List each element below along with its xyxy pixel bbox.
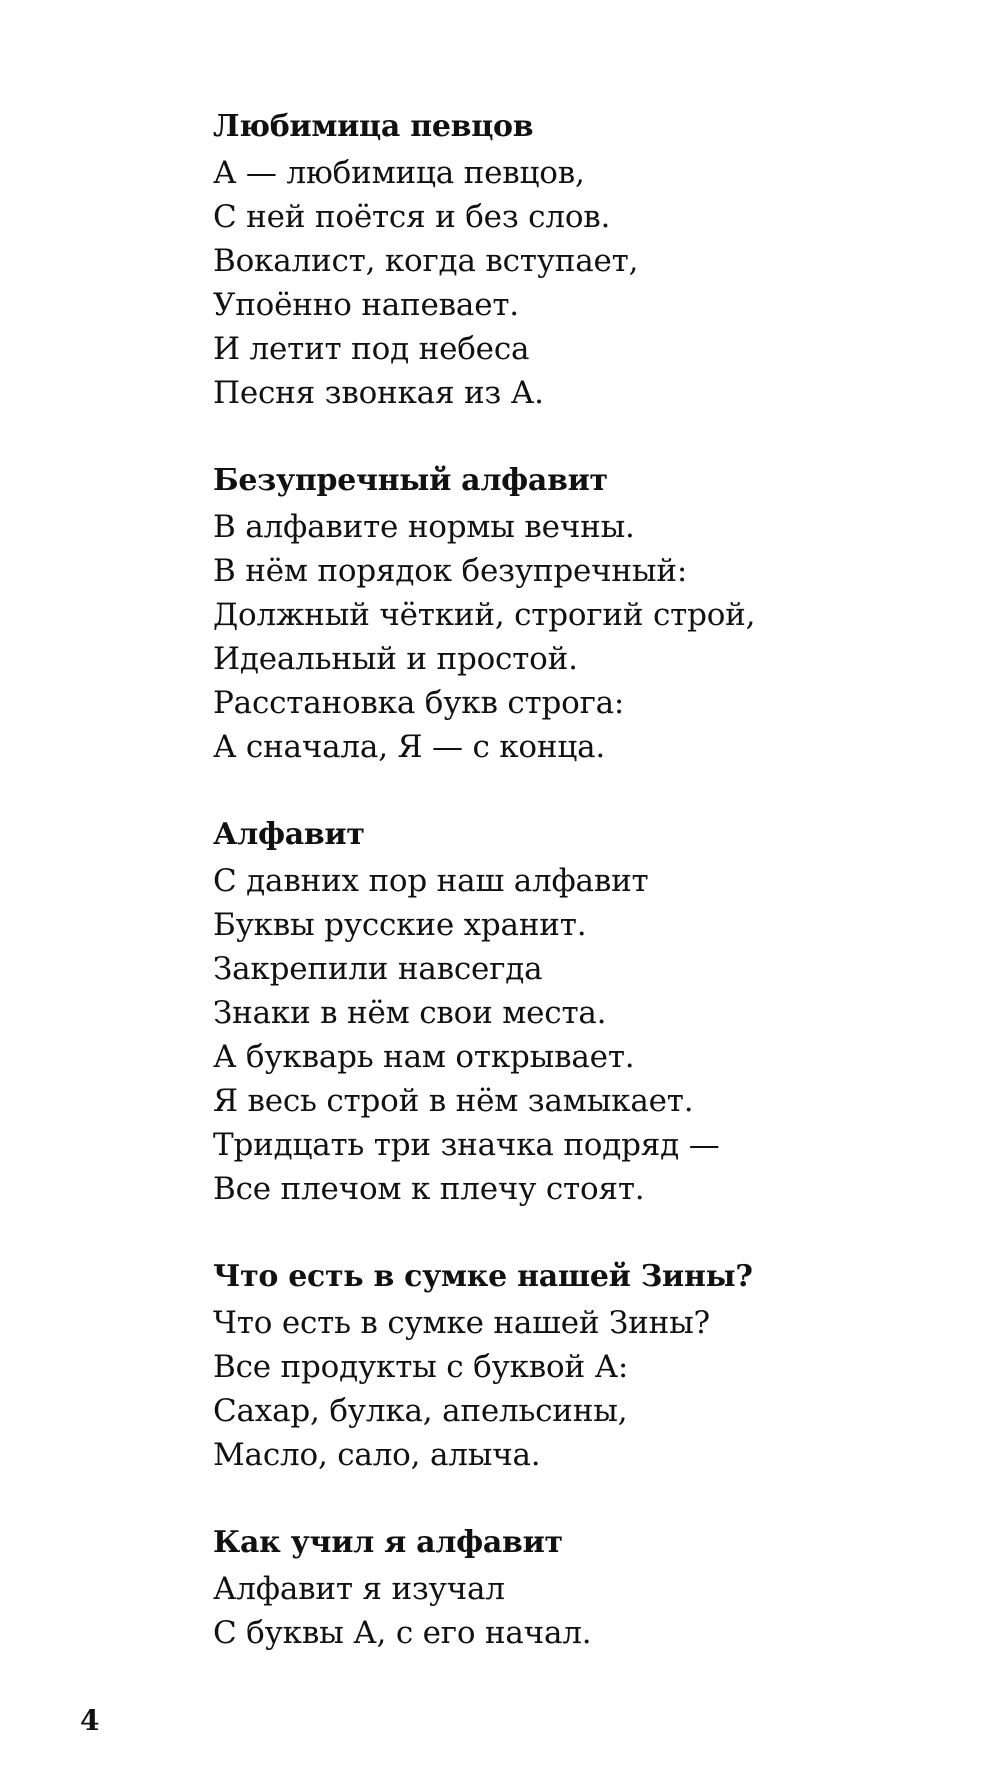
poem-line: В алфавите нормы вечны.: [213, 509, 635, 545]
poem-title: Алфавит: [213, 817, 365, 852]
poem-line: С ней поётся и без слов.: [213, 199, 611, 235]
poem-line: Сахар, булка, апельсины,: [213, 1393, 628, 1429]
page-number: 4: [80, 1704, 100, 1737]
poem-line: Я весь строй в нём замыкает.: [213, 1083, 694, 1119]
poem-line: А сначала, Я — с конца.: [213, 729, 606, 765]
poem-line: А — любимица певцов,: [213, 155, 585, 191]
poem-line: Идеальный и простой.: [213, 641, 578, 677]
poem-line: И летит под небеса: [213, 331, 530, 367]
poem-title: Любимица певцов: [213, 109, 534, 144]
poem-line: Все плечом к плечу стоят.: [213, 1171, 645, 1207]
poem-line: В нём порядок безупречный:: [213, 553, 688, 589]
poem-sumka-ziny: [213, 1255, 973, 1477]
poem-kak-uchil-alfavit: [213, 1521, 973, 1655]
poem-line: Что есть в сумке нашей Зины?: [213, 1305, 710, 1341]
poem-title: Безупречный алфавит: [213, 463, 608, 498]
poem-line: Алфавит я изучал: [213, 1571, 505, 1607]
poem-line: Все продукты с буквой А:: [213, 1349, 629, 1385]
poem-line: Закрепили навсегда: [213, 951, 543, 987]
poem-bezuprechny-alfavit: [213, 459, 973, 769]
poem-line: Расстановка букв строга:: [213, 685, 625, 721]
page-content: [213, 105, 973, 1699]
poem-line: А букварь нам открывает.: [213, 1039, 635, 1075]
poem-line: Должный чёткий, строгий строй,: [213, 597, 756, 633]
poem-title: Как учил я алфавит: [213, 1525, 563, 1560]
poem-line: Тридцать три значка подряд —: [213, 1127, 720, 1163]
poem-line: С буквы А, с его начал.: [213, 1615, 592, 1651]
poem-line: Песня звонкая из А.: [213, 375, 544, 411]
poem-alfavit: [213, 813, 973, 1211]
poem-line: Масло, сало, алыча.: [213, 1437, 541, 1473]
poem-line: Вокалист, когда вступает,: [213, 243, 639, 279]
poem-title: Что есть в сумке нашей Зины?: [213, 1259, 753, 1294]
poem-line: Буквы русские хранит.: [213, 907, 587, 943]
poem-line: С давних пор наш алфавит: [213, 863, 649, 899]
poem-line: Знаки в нём свои места.: [213, 995, 607, 1031]
poem-lyubimitsa-pevtsov: [213, 105, 973, 415]
poem-line: Упоённо напевает.: [213, 287, 519, 323]
